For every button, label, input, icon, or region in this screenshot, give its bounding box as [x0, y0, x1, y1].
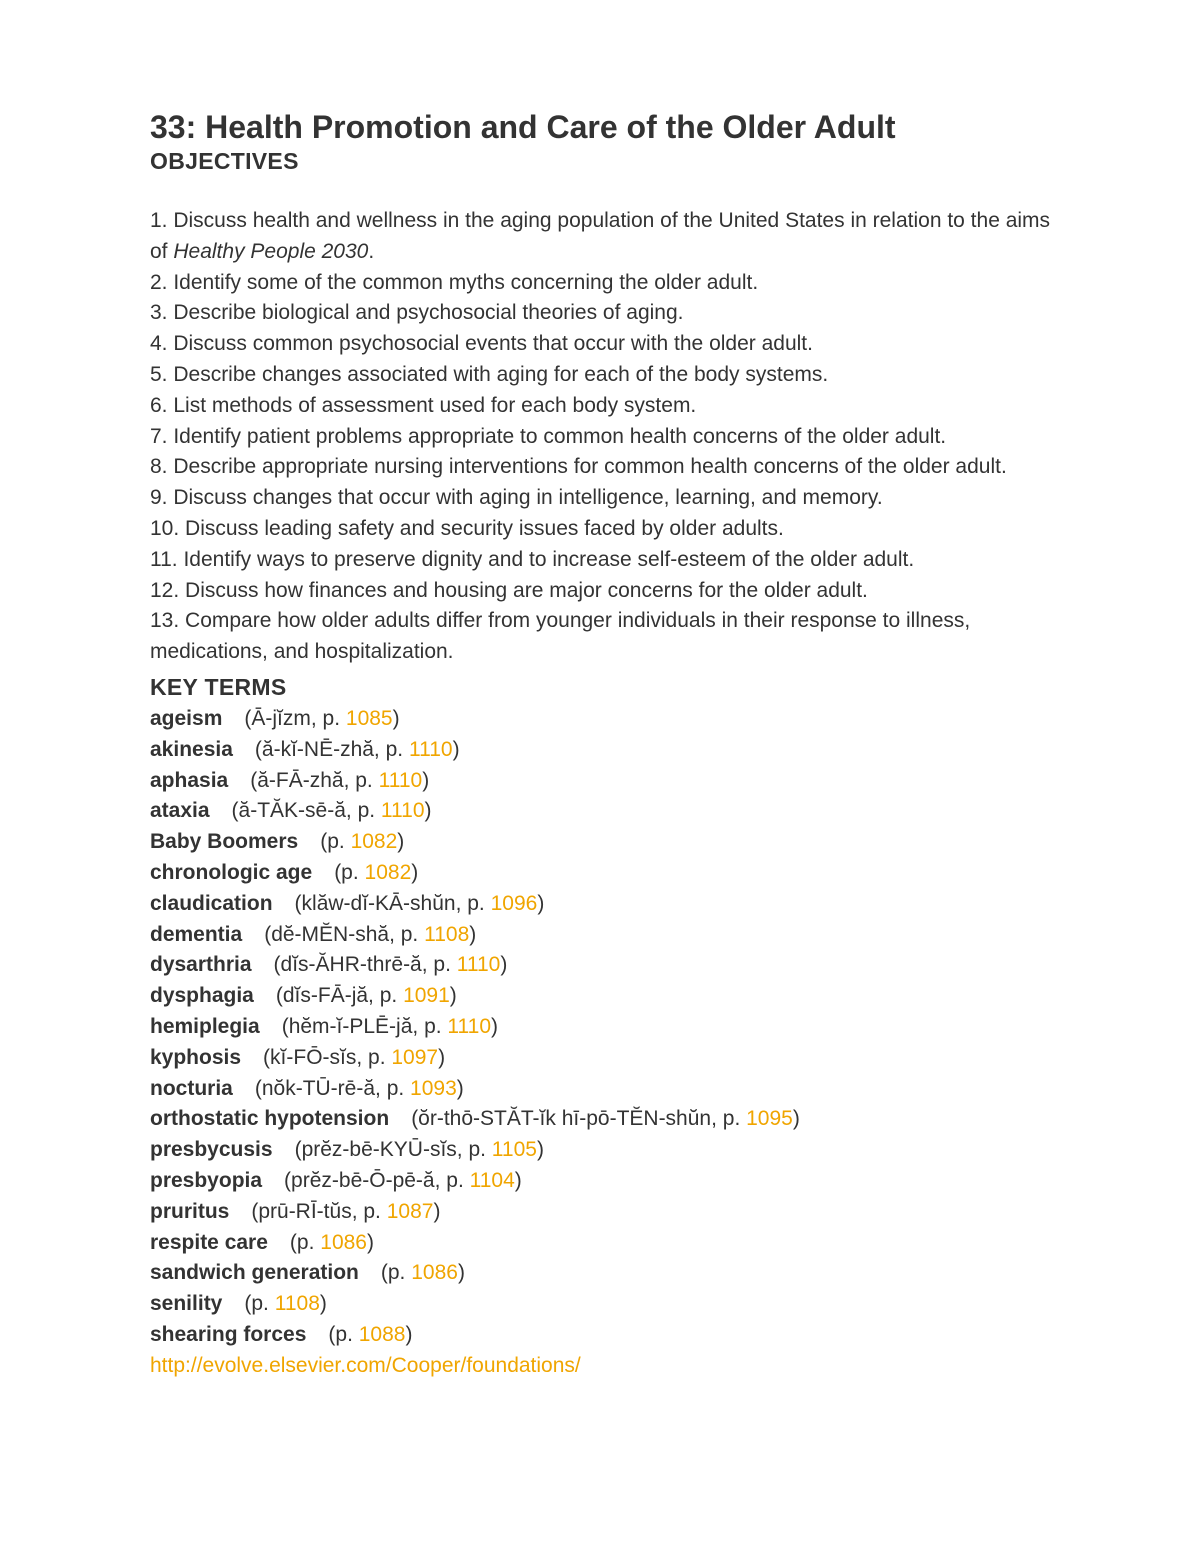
page-reference: 1091 — [403, 984, 450, 1008]
objective-item: 4. Discuss common psychosocial events that occur with the older adult. — [150, 332, 813, 356]
objective-item: 6. List methods of assessment used for each body system. — [150, 393, 697, 417]
key-term: respite care — [150, 1230, 268, 1254]
key-term-item: ataxia (ă-TĂK-sē-ă, p. 1110) — [150, 799, 432, 823]
document-page — [150, 108, 1070, 1381]
page-reference: 1093 — [410, 1076, 457, 1100]
key-term-item: sandwich generation (p. 1086) — [150, 1261, 465, 1285]
page-reference: 1110 — [380, 799, 425, 823]
page-reference: 1110 — [456, 953, 501, 977]
key-term: Baby Boomers — [150, 830, 299, 854]
objective-item: 9. Discuss changes that occur with aging in intelligence, learning, and memory. — [150, 486, 883, 510]
page-reference: 1097 — [391, 1045, 439, 1069]
page-reference: 1108 — [274, 1292, 320, 1316]
key-term-item: presbycusis (prĕz-bē-KYŪ-sĭs, p. 1105) — [150, 1138, 544, 1162]
page-reference: 1082 — [364, 860, 412, 884]
key-term-item: shearing forces (p. 1088) — [150, 1322, 413, 1346]
objective-item: 8. Describe appropriate nursing interventions for common health concerns of the older adult. — [150, 455, 1007, 479]
key-term: nocturia — [150, 1076, 233, 1100]
key-term: hemiplegia — [150, 1014, 260, 1038]
key-term-item: hemiplegia (hĕm-ĭ-PLĒ-jă, p. 1110) — [150, 1014, 499, 1038]
key-term-item: ageism (Ā-jĭzm, p. 1085) — [150, 706, 400, 730]
key-term-item: dysphagia (dĭs-FĀ-jă, p. 1091) — [150, 984, 457, 1008]
page-reference: 1110 — [408, 737, 453, 761]
objective-item: 11. Identify ways to preserve dignity and to increase self-esteem of the older adult. — [150, 547, 915, 571]
key-term-item: Baby Boomers (p. 1082) — [150, 830, 405, 854]
key-term-item: chronologic age (p. 1082) — [150, 860, 419, 884]
key-term-item: claudication (klăw-dĭ-KĀ-shŭn, p. 1096) — [150, 891, 545, 915]
objectives-heading: OBJECTIVES — [150, 148, 299, 174]
key-term: aphasia — [150, 768, 229, 792]
key-term: dysphagia — [150, 984, 254, 1008]
objective-item: 3. Describe biological and psychosocial theories of aging. — [150, 301, 684, 325]
key-term: claudication — [150, 891, 273, 915]
key-term: pruritus — [150, 1199, 230, 1223]
key-term: presbycusis — [150, 1138, 273, 1162]
page-reference: 1088 — [358, 1322, 406, 1346]
page-reference: 1096 — [490, 891, 538, 915]
objectives-list — [150, 206, 1070, 668]
objective-item: 7. Identify patient problems appropriate to common health concerns of the older adult. — [150, 424, 947, 448]
page-reference: 1108 — [424, 922, 470, 946]
key-term-item: respite care (p. 1086) — [150, 1230, 374, 1254]
key-term: senility — [150, 1292, 223, 1316]
objective-item: 2. Identify some of the common myths concerning the older adult. — [150, 270, 759, 294]
page-reference: 1086 — [411, 1261, 458, 1285]
objective-item: 10. Discuss leading safety and security issues faced by older adults. — [150, 516, 784, 540]
page-reference: 1110 — [447, 1014, 492, 1038]
key-term: dementia — [150, 922, 243, 946]
page-reference: 1104 — [469, 1168, 515, 1192]
key-term-item: kyphosis (kĭ-FŌ-sĭs, p. 1097) — [150, 1045, 446, 1069]
page-reference: 1095 — [746, 1107, 793, 1131]
key-term-item: dysarthria (dĭs-ĂHR-thrē-ă, p. 1110) — [150, 953, 508, 977]
objective-item: 13. Compare how older adults differ from younger individuals in their response to illness, medications, and hospitalization. — [150, 609, 971, 664]
key-term-item: akinesia (ă-kĭ-NĒ-zhă, p. 1110) — [150, 737, 460, 761]
objective-item: 12. Discuss how finances and housing are major concerns for the older adult. — [150, 578, 868, 602]
key-terms-heading: KEY TERMS — [150, 673, 287, 700]
key-terms-list — [150, 704, 1070, 1351]
key-term: ataxia — [150, 799, 210, 823]
key-term-item: aphasia (ă-FĀ-zhă, p. 1110) — [150, 768, 430, 792]
key-term: shearing forces — [150, 1322, 307, 1346]
key-term: ageism — [150, 706, 223, 730]
key-term: akinesia — [150, 737, 233, 761]
page-reference: 1086 — [320, 1230, 367, 1254]
key-term-item: nocturia (nŏk-TŪ-rē-ă, p. 1093) — [150, 1076, 464, 1100]
key-term: presbyopia — [150, 1168, 263, 1192]
key-term: dysarthria — [150, 953, 252, 977]
objective-item: 1. Discuss health and wellness in the aging population of the United States in relation to the aims of Healthy People 2030. — [150, 209, 1051, 263]
key-term-item: orthostatic hypotension (ŏr-thō-STĂT-ĭk hī-pō-TĔN-shŭn, p. 1095) — [150, 1107, 800, 1131]
key-term-item: senility (p. 1108) — [150, 1292, 327, 1316]
key-term: orthostatic hypotension — [150, 1107, 390, 1131]
page-reference: 1110 — [378, 768, 423, 792]
page-reference: 1087 — [386, 1199, 434, 1223]
evolve-link[interactable]: http://evolve.elsevier.com/Cooper/foundations/ — [150, 1353, 581, 1377]
page-reference: 1082 — [350, 830, 398, 854]
page-title: 33: Health Promotion and Care of the Older Adult — [150, 109, 896, 145]
key-term-item: presbyopia (prĕz-bē-Ō-pē-ă, p. 1104) — [150, 1168, 522, 1192]
key-term-item: dementia (dĕ-MĔN-shă, p. 1108) — [150, 922, 477, 946]
key-term: kyphosis — [150, 1045, 242, 1069]
page-reference: 1085 — [345, 706, 393, 730]
page-reference: 1105 — [491, 1138, 537, 1162]
key-term: chronologic age — [150, 860, 313, 884]
key-term: sandwich generation — [150, 1261, 359, 1285]
key-term-item: pruritus (prū-RĪ-tŭs, p. 1087) — [150, 1199, 441, 1223]
objective-item: 5. Describe changes associated with aging for each of the body systems. — [150, 362, 829, 386]
